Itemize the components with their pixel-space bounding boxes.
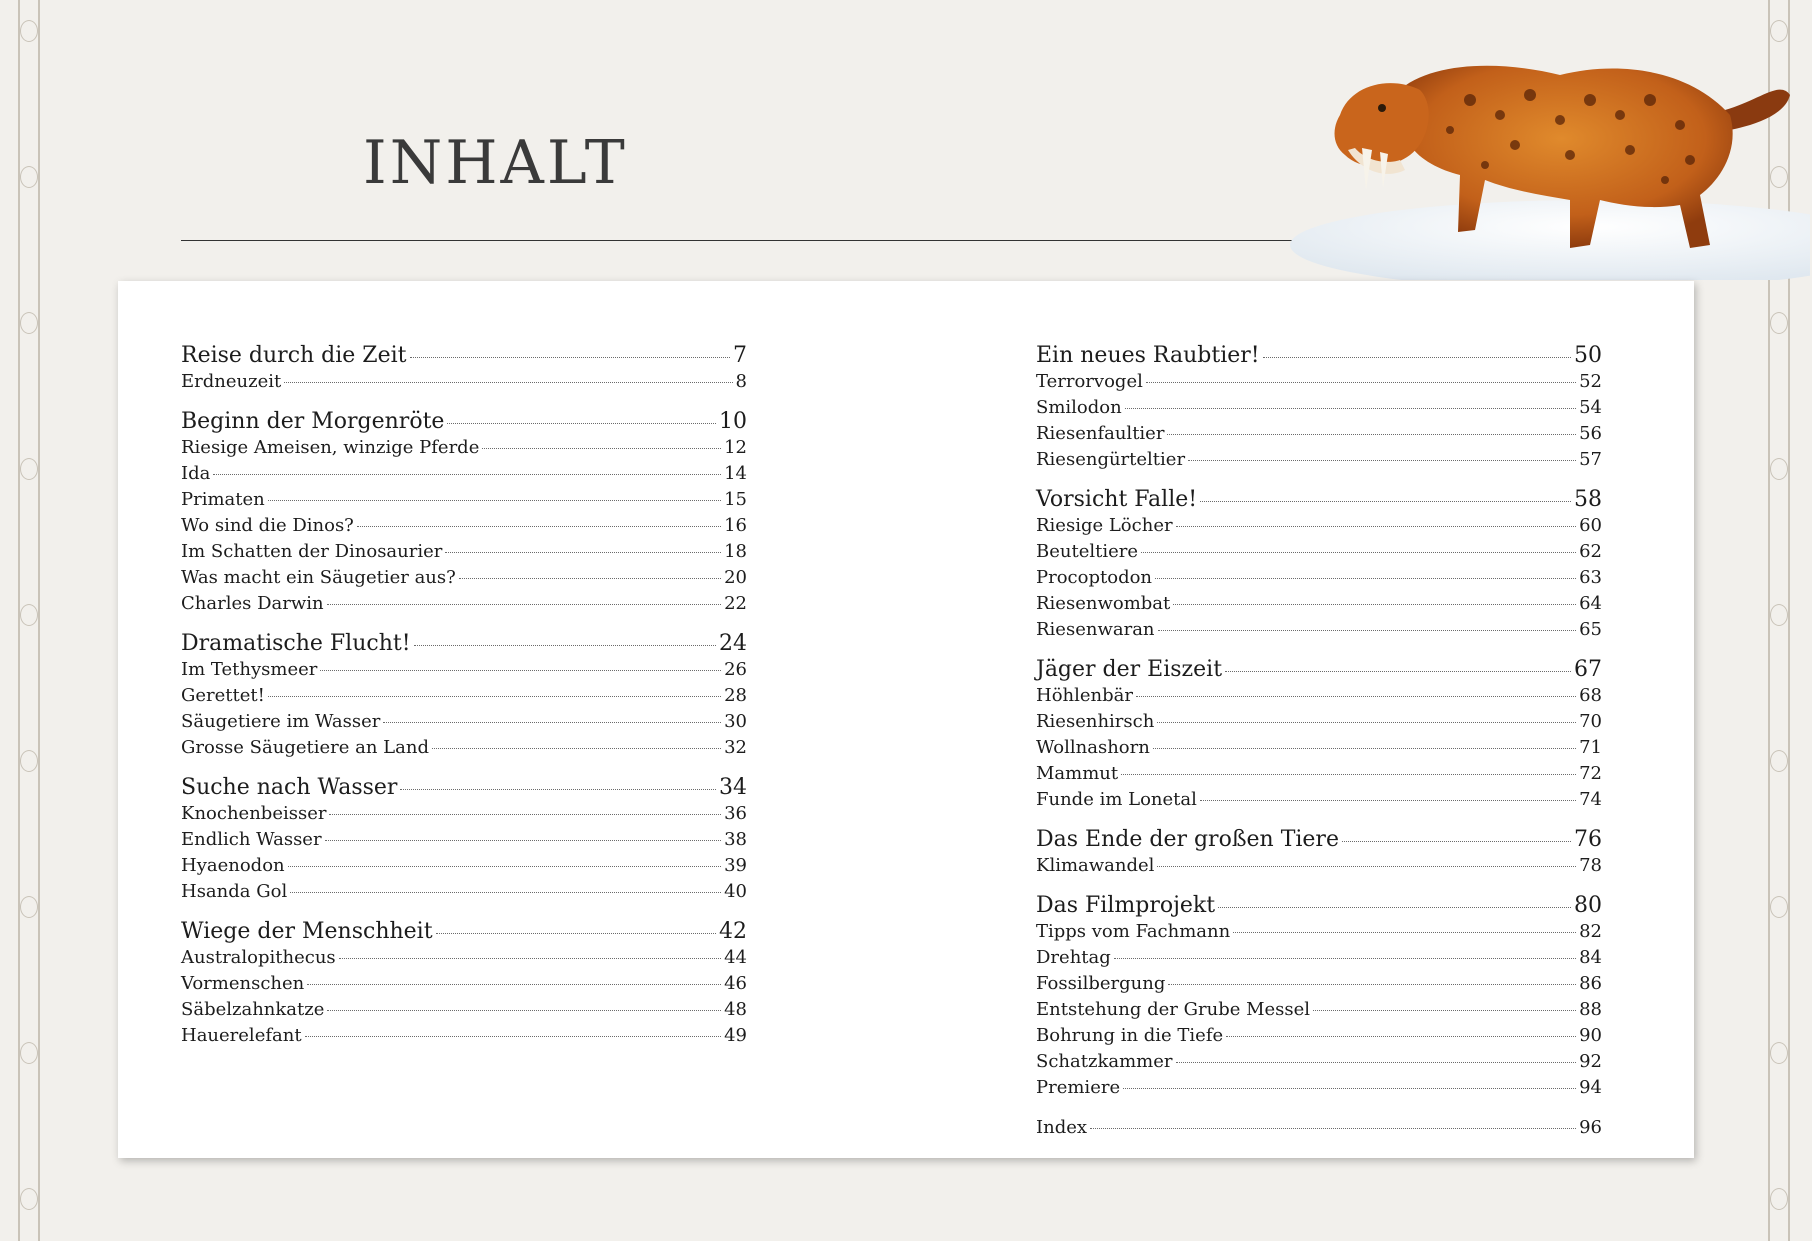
- toc-entry-label: Im Schatten der Dinosaurier: [181, 541, 443, 562]
- toc-entry: [181, 489, 747, 515]
- toc-entry: [1036, 685, 1602, 711]
- toc-entry: [1036, 423, 1602, 449]
- toc-entry-label: Hyaenodon: [181, 855, 285, 876]
- toc-page-number: 44: [724, 947, 747, 968]
- saber-tooth-tiger-illustration: [1270, 20, 1810, 280]
- dot-leader: [1176, 526, 1577, 527]
- dot-leader: [1121, 774, 1576, 775]
- dot-leader: [357, 526, 721, 527]
- dot-leader: [305, 1036, 722, 1037]
- toc-entry-label: Ein neues Raubtier!: [1036, 343, 1260, 368]
- toc-page-number: 54: [1579, 397, 1602, 418]
- toc-entry: [181, 711, 747, 737]
- toc-entry-label: Hsanda Gol: [181, 881, 288, 902]
- toc-entry-label: Australopithecus: [181, 947, 336, 968]
- border-ornament: [1770, 312, 1788, 334]
- dot-leader: [307, 984, 721, 985]
- toc-page-number: 88: [1579, 999, 1602, 1020]
- toc-page-number: 40: [724, 881, 747, 902]
- toc-entry: [181, 855, 747, 881]
- tiger-tail: [1725, 90, 1790, 130]
- toc-chapter-entry: [181, 409, 747, 437]
- toc-page-number: 62: [1579, 541, 1602, 562]
- toc-entry-label: Smilodon: [1036, 397, 1122, 418]
- toc-chapter-entry: [1036, 487, 1602, 515]
- toc-entry-label: Riesige Löcher: [1036, 515, 1173, 536]
- toc-entry-label: Säbelzahnkatze: [181, 999, 325, 1020]
- toc-entry-label: Wo sind die Dinos?: [181, 515, 354, 536]
- toc-page-number: 84: [1579, 947, 1602, 968]
- toc-entry-label: Wiege der Menschheit: [181, 919, 433, 944]
- dot-leader: [327, 604, 722, 605]
- toc-entry-label: Im Tethysmeer: [181, 659, 318, 680]
- dot-leader: [1158, 630, 1577, 631]
- toc-page-number: 80: [1574, 893, 1602, 918]
- toc-entry-label: Endlich Wasser: [181, 829, 322, 850]
- border-ornament: [1770, 458, 1788, 480]
- toc-entry-label: Index: [1036, 1117, 1088, 1138]
- toc-entry-label: Riesenfaultier: [1036, 423, 1165, 444]
- dot-leader: [268, 696, 721, 697]
- toc-page-number: 10: [719, 409, 747, 434]
- dot-leader: [1146, 382, 1576, 383]
- dot-leader: [1167, 434, 1576, 435]
- toc-entry-label: Riesenhirsch: [1036, 711, 1155, 732]
- title-divider: [181, 240, 1321, 241]
- dot-leader: [1188, 460, 1576, 461]
- toc-page-number: 36: [724, 803, 747, 824]
- toc-page-number: 15: [724, 489, 747, 510]
- toc-entry: [181, 567, 747, 593]
- toc-chapter-entry: [181, 775, 747, 803]
- toc-entry-label: Klimawandel: [1036, 855, 1155, 876]
- toc-entry-label: Terrorvogel: [1036, 371, 1143, 392]
- toc-page-number: 12: [724, 437, 747, 458]
- toc-entry-label: Hauerelefant: [181, 1025, 302, 1046]
- toc-index-entry: [1036, 1117, 1602, 1143]
- toc-entry: [181, 515, 747, 541]
- dot-leader: [445, 552, 721, 553]
- toc-entry: [181, 803, 747, 829]
- border-ornament: [20, 604, 38, 626]
- toc-entry: [1036, 1051, 1602, 1077]
- toc-page-number: 56: [1579, 423, 1602, 444]
- dot-leader: [1168, 984, 1576, 985]
- border-ornament: [20, 896, 38, 918]
- toc-entry-label: Jäger der Eiszeit: [1036, 657, 1223, 682]
- toc-entry: [1036, 999, 1602, 1025]
- dot-leader: [1157, 866, 1576, 867]
- dot-leader: [1136, 696, 1576, 697]
- border-ornament: [20, 312, 38, 334]
- dot-leader: [1125, 408, 1576, 409]
- border-ornament: [20, 750, 38, 772]
- toc-chapter-entry: [181, 919, 747, 947]
- toc-card: [118, 281, 1694, 1158]
- toc-entry-label: Riesige Ameisen, winzige Pferde: [181, 437, 480, 458]
- dot-leader: [1225, 671, 1571, 672]
- toc-chapter-entry: [181, 343, 747, 371]
- dot-leader: [436, 933, 716, 934]
- toc-entry: [1036, 947, 1602, 973]
- toc-page-number: 90: [1579, 1025, 1602, 1046]
- toc-page-number: 71: [1579, 737, 1602, 758]
- toc-entry: [181, 973, 747, 999]
- toc-entry-label: Charles Darwin: [181, 593, 324, 614]
- toc-entry: [1036, 593, 1602, 619]
- toc-page-number: 58: [1574, 487, 1602, 512]
- toc-chapter-entry: [181, 631, 747, 659]
- toc-chapter-entry: [1036, 657, 1602, 685]
- toc-entry-label: Entstehung der Grube Messel: [1036, 999, 1311, 1020]
- dot-leader: [1141, 552, 1576, 553]
- dot-leader: [1263, 357, 1571, 358]
- dot-leader: [290, 892, 721, 893]
- toc-entry-label: Vormenschen: [181, 973, 305, 994]
- dot-leader: [414, 645, 716, 646]
- toc-page-number: 67: [1574, 657, 1602, 682]
- toc-page-number: 42: [719, 919, 747, 944]
- dot-leader: [447, 423, 716, 424]
- dot-leader: [1157, 722, 1576, 723]
- toc-page-number: 92: [1579, 1051, 1602, 1072]
- toc-entry-label: Riesenwaran: [1036, 619, 1155, 640]
- toc-page-number: 49: [724, 1025, 747, 1046]
- toc-entry-label: Was macht ein Säugetier aus?: [181, 567, 456, 588]
- toc-entry: [1036, 371, 1602, 397]
- toc-entry: [181, 881, 747, 907]
- toc-entry: [1036, 737, 1602, 763]
- toc-entry: [181, 463, 747, 489]
- toc-page-number: 50: [1574, 343, 1602, 368]
- toc-entry: [1036, 763, 1602, 789]
- dot-leader: [327, 1010, 721, 1011]
- dot-leader: [1153, 748, 1576, 749]
- toc-entry-label: Riesenwombat: [1036, 593, 1171, 614]
- border-ornament: [1770, 1042, 1788, 1064]
- toc-page-number: 39: [724, 855, 747, 876]
- toc-entry: [1036, 789, 1602, 815]
- left-ornamental-border: [14, 0, 44, 1241]
- dot-leader: [339, 958, 721, 959]
- tiger-eye: [1378, 104, 1386, 112]
- dot-leader: [1226, 1036, 1576, 1037]
- toc-entry-label: Erdneuzeit: [181, 371, 282, 392]
- toc-entry: [1036, 973, 1602, 999]
- toc-entry-label: Bohrung in die Tiefe: [1036, 1025, 1224, 1046]
- dot-leader: [1313, 1010, 1576, 1011]
- toc-entry-label: Beginn der Morgenröte: [181, 409, 445, 434]
- dot-leader: [383, 722, 721, 723]
- toc-page-number: 74: [1579, 789, 1602, 810]
- dot-leader: [1173, 604, 1576, 605]
- dot-leader: [320, 670, 721, 671]
- toc-entry-label: Reise durch die Zeit: [181, 343, 407, 368]
- toc-entry-label: Primaten: [181, 489, 265, 510]
- toc-entry-label: Premiere: [1036, 1077, 1121, 1098]
- border-ornament: [20, 20, 38, 42]
- toc-page-number: 78: [1579, 855, 1602, 876]
- toc-entry: [1036, 515, 1602, 541]
- toc-page-number: 32: [724, 737, 747, 758]
- toc-page-number: 7: [733, 343, 747, 368]
- toc-entry-label: Funde im Lonetal: [1036, 789, 1197, 810]
- border-line: [38, 0, 40, 1241]
- toc-page-number: 63: [1579, 567, 1602, 588]
- border-ornament: [1770, 896, 1788, 918]
- toc-entry: [181, 437, 747, 463]
- toc-page-number: 16: [724, 515, 747, 536]
- toc-entry-label: Wollnashorn: [1036, 737, 1150, 758]
- toc-page-number: 22: [724, 593, 747, 614]
- toc-column-left: [181, 343, 747, 1051]
- page-title: INHALT: [363, 128, 628, 198]
- border-ornament: [1770, 750, 1788, 772]
- toc-page-number: 48: [724, 999, 747, 1020]
- toc-entry-label: Drehtag: [1036, 947, 1111, 968]
- toc-entry-label: Riesengürteltier: [1036, 449, 1186, 470]
- border-ornament: [1770, 1188, 1788, 1210]
- toc-entry: [1036, 855, 1602, 881]
- toc-entry-label: Fossilbergung: [1036, 973, 1166, 994]
- dot-leader: [284, 382, 732, 383]
- toc-chapter-entry: [1036, 827, 1602, 855]
- toc-page-number: 86: [1579, 973, 1602, 994]
- dot-leader: [1123, 1088, 1576, 1089]
- toc-page-number: 82: [1579, 921, 1602, 942]
- dot-leader: [1200, 800, 1576, 801]
- toc-page-number: 72: [1579, 763, 1602, 784]
- dot-leader: [1114, 958, 1576, 959]
- dot-leader: [432, 748, 721, 749]
- toc-page-number: 76: [1574, 827, 1602, 852]
- toc-page-number: 64: [1579, 593, 1602, 614]
- toc-entry: [181, 593, 747, 619]
- dot-leader: [1155, 578, 1576, 579]
- toc-page-number: 8: [735, 371, 747, 392]
- toc-entry-label: Gerettet!: [181, 685, 265, 706]
- toc-entry-label: Tipps vom Fachmann: [1036, 921, 1231, 942]
- dot-leader: [1090, 1128, 1576, 1129]
- toc-page-number: 18: [724, 541, 747, 562]
- border-ornament: [1770, 604, 1788, 626]
- toc-page-number: 24: [719, 631, 747, 656]
- border-ornament: [20, 166, 38, 188]
- toc-entry-label: Knochenbeisser: [181, 803, 327, 824]
- toc-page-number: 60: [1579, 515, 1602, 536]
- snow-ground: [1290, 200, 1810, 280]
- toc-page-number: 70: [1579, 711, 1602, 732]
- toc-entry: [181, 1025, 747, 1051]
- toc-entry-label: Schatzkammer: [1036, 1051, 1173, 1072]
- toc-entry: [181, 541, 747, 567]
- toc-page-number: 26: [724, 659, 747, 680]
- toc-chapter-entry: [1036, 893, 1602, 921]
- toc-page-number: 38: [724, 829, 747, 850]
- toc-chapter-entry: [1036, 343, 1602, 371]
- toc-page-number: 34: [719, 775, 747, 800]
- toc-entry-label: Dramatische Flucht!: [181, 631, 411, 656]
- toc-entry: [1036, 567, 1602, 593]
- toc-column-right: [1036, 343, 1602, 1143]
- toc-entry-label: Mammut: [1036, 763, 1119, 784]
- toc-entry-label: Beuteltiere: [1036, 541, 1139, 562]
- toc-entry: [181, 947, 747, 973]
- toc-page-number: 94: [1579, 1077, 1602, 1098]
- toc-entry-label: Höhlenbär: [1036, 685, 1133, 706]
- toc-page-number: 28: [724, 685, 747, 706]
- toc-entry: [1036, 541, 1602, 567]
- dot-leader: [325, 840, 722, 841]
- toc-entry: [181, 999, 747, 1025]
- toc-entry: [181, 685, 747, 711]
- dot-leader: [482, 448, 721, 449]
- dot-leader: [410, 357, 731, 358]
- toc-entry: [1036, 397, 1602, 423]
- toc-page-number: 65: [1579, 619, 1602, 640]
- toc-entry: [1036, 921, 1602, 947]
- dot-leader: [213, 474, 721, 475]
- toc-page-number: 52: [1579, 371, 1602, 392]
- toc-entry-label: Vorsicht Falle!: [1036, 487, 1198, 512]
- toc-page-number: 20: [724, 567, 747, 588]
- toc-entry-label: Procoptodon: [1036, 567, 1153, 588]
- dot-leader: [1218, 907, 1571, 908]
- toc-entry-label: Ida: [181, 463, 211, 484]
- toc-entry: [1036, 449, 1602, 475]
- toc-entry-label: Grosse Säugetiere an Land: [181, 737, 429, 758]
- toc-entry: [181, 829, 747, 855]
- toc-entry: [1036, 1025, 1602, 1051]
- dot-leader: [268, 500, 721, 501]
- toc-entry-label: Säugetiere im Wasser: [181, 711, 381, 732]
- toc-entry: [1036, 711, 1602, 737]
- toc-page-number: 14: [724, 463, 747, 484]
- dot-leader: [288, 866, 721, 867]
- toc-page-number: 68: [1579, 685, 1602, 706]
- toc-entry-label: Das Ende der großen Tiere: [1036, 827, 1339, 852]
- border-ornament: [20, 1188, 38, 1210]
- toc-entry: [1036, 619, 1602, 645]
- toc-page-number: 96: [1579, 1117, 1602, 1138]
- dot-leader: [329, 814, 721, 815]
- dot-leader: [1176, 1062, 1577, 1063]
- dot-leader: [1342, 841, 1571, 842]
- toc-page-number: 57: [1579, 449, 1602, 470]
- border-ornament: [20, 458, 38, 480]
- toc-entry: [1036, 1077, 1602, 1103]
- toc-page-number: 30: [724, 711, 747, 732]
- toc-entry: [181, 371, 747, 397]
- toc-entry-label: Suche nach Wasser: [181, 775, 398, 800]
- border-ornament: [20, 1042, 38, 1064]
- dot-leader: [400, 789, 716, 790]
- toc-entry-label: Das Filmprojekt: [1036, 893, 1216, 918]
- dot-leader: [459, 578, 721, 579]
- toc-entry: [181, 737, 747, 763]
- toc-entry: [181, 659, 747, 685]
- dot-leader: [1233, 932, 1576, 933]
- toc-page-number: 46: [724, 973, 747, 994]
- dot-leader: [1200, 501, 1571, 502]
